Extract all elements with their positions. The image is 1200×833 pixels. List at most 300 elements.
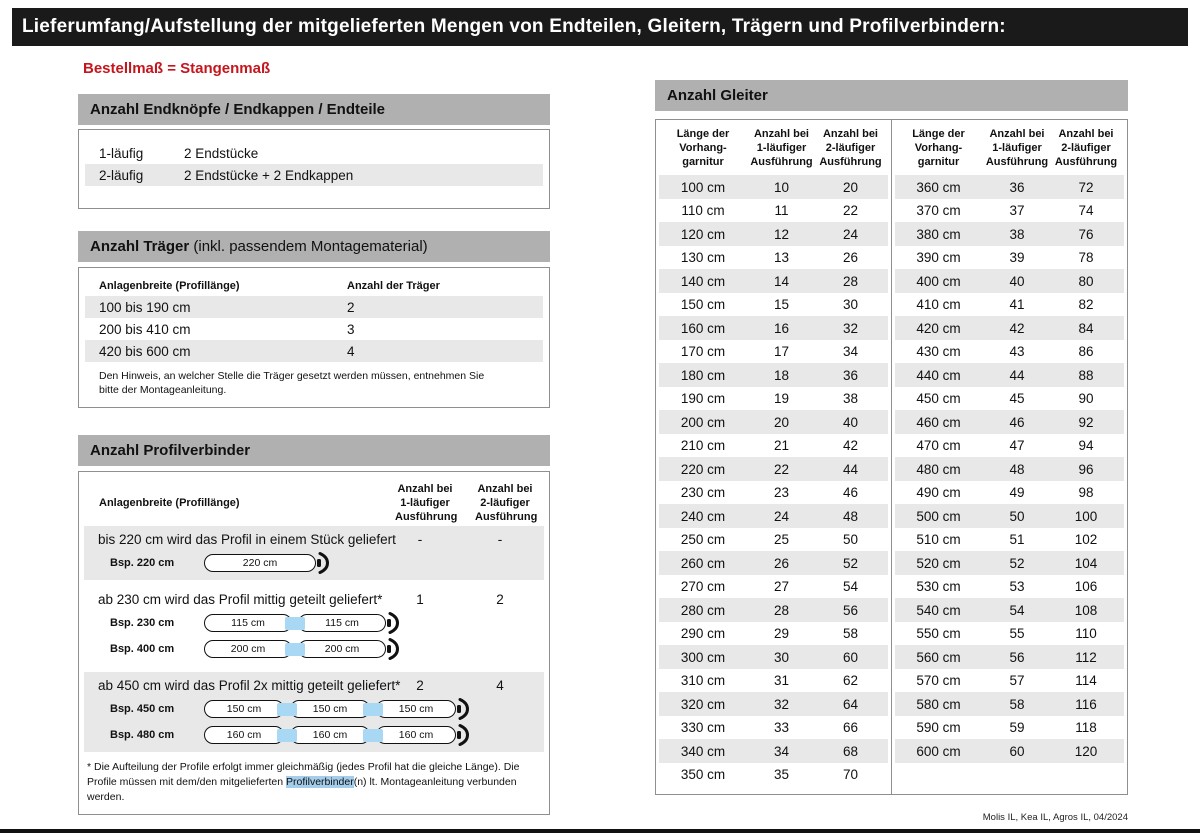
- cell-1laufig: 16: [773, 320, 790, 336]
- profile-rod: [204, 722, 472, 748]
- cell-length: 480 cm: [916, 461, 961, 477]
- gleiter-row: [659, 340, 888, 364]
- col-header-anlagenbreite: Anlagenbreite (Profillänge): [99, 497, 240, 510]
- cell-1laufig: 32: [773, 696, 790, 712]
- row-label: 1-läufig: [99, 145, 144, 161]
- cell-1laufig: 57: [1009, 673, 1025, 688]
- cell-1laufig: 26: [773, 555, 790, 571]
- cell-length: 500 cm: [916, 508, 961, 524]
- profilverbinder-footnote: * Die Aufteilung der Profile erfolgt immer gleichmäßig (jedes Profil hat die gleiche Länge). Die Profile müssen mit dem/den mitgelieferten Profilverbinder(n) lt. Montageanleitung verbunden werden.: [87, 761, 520, 803]
- profile-segment: 150 cm: [204, 700, 284, 718]
- cell-length: 470 cm: [916, 438, 961, 453]
- gleiter-row: [895, 293, 1125, 317]
- gleiter-row: [659, 528, 888, 552]
- cell-length: 510 cm: [916, 532, 961, 547]
- profile-connector-icon: [277, 703, 297, 716]
- profile-rod: [204, 696, 472, 722]
- cell-2laufig: 62: [842, 673, 859, 688]
- section-text: ab 450 cm wird das Profil 2x mittig geteilt geliefert*: [98, 678, 401, 694]
- cell-1laufig: 41: [1009, 297, 1025, 312]
- gleiter-row: [895, 551, 1125, 575]
- cell-1laufig: 54: [1009, 602, 1025, 618]
- cell-length: 310 cm: [680, 673, 726, 688]
- cell-2laufig: 66: [842, 720, 859, 735]
- cell-length: 450 cm: [916, 391, 961, 406]
- cell-length: 120 cm: [680, 226, 726, 242]
- profile-connector-icon: [285, 617, 305, 630]
- gleiter-row: [659, 598, 888, 622]
- cell-length: 530 cm: [916, 579, 961, 594]
- cell-2laufig: 68: [842, 743, 859, 759]
- cell-1laufig: 36: [1009, 179, 1025, 195]
- gleiter-row: [659, 669, 888, 693]
- gleiter-row: [659, 575, 888, 599]
- cell-1laufig: 18: [773, 367, 790, 383]
- cell-1laufig: 14: [773, 273, 790, 289]
- cell-2laufig: 46: [842, 485, 859, 500]
- gleiter-row: [659, 551, 888, 575]
- cell-1laufig: 42: [1009, 320, 1025, 336]
- cell-2laufig: 112: [1075, 649, 1097, 665]
- cell-length: 130 cm: [680, 250, 726, 265]
- cell-1laufig: 51: [1009, 532, 1025, 547]
- cell-length: 400 cm: [916, 273, 961, 289]
- cell-length: 260 cm: [680, 555, 726, 571]
- cell-2laufig: 50: [842, 532, 859, 547]
- gleiter-row: [659, 222, 888, 246]
- profil-section-ab-450: [84, 672, 544, 752]
- gleiter-row: [895, 222, 1125, 246]
- cell-1laufig: 38: [1009, 226, 1025, 242]
- col-header-length: Länge der Vorhang- garnitur: [676, 128, 730, 168]
- gleiter-row: [659, 293, 888, 317]
- cell-length: 440 cm: [916, 367, 961, 383]
- cell-2laufig: 72: [1078, 179, 1094, 195]
- traeger-row: [85, 296, 543, 318]
- cell-length: 580 cm: [916, 696, 961, 712]
- profile-end-icon: [457, 696, 472, 722]
- cell-length: 360 cm: [916, 179, 961, 195]
- gleiter-row: [895, 692, 1125, 716]
- cell-1laufig: 46: [1009, 414, 1025, 430]
- cell-2laufig: 98: [1078, 485, 1094, 500]
- cell-1laufig: 30: [773, 649, 790, 665]
- cell-1laufig: 15: [773, 297, 790, 312]
- row-value: 2 Endstücke + 2 Endkappen: [184, 167, 354, 183]
- cell-2laufig: 110: [1075, 626, 1097, 641]
- cell-1laufig: 17: [773, 344, 790, 359]
- cell-length: 420 cm: [916, 320, 961, 336]
- gleiter-row: [659, 457, 888, 481]
- gleiter-row: [659, 410, 888, 434]
- example-label: Bsp. 450 cm: [110, 703, 175, 716]
- profile-segment: 115 cm: [204, 614, 292, 632]
- cell-length: 300 cm: [680, 649, 726, 665]
- cell-2laufig: 36: [842, 367, 859, 383]
- cell-1laufig: 29: [773, 626, 790, 641]
- cell-length: 370 cm: [916, 203, 961, 218]
- cell-2laufig: 96: [1078, 461, 1094, 477]
- cell-length: 100 cm: [680, 179, 726, 195]
- cell-2laufig: 20: [842, 179, 859, 195]
- gleiter-row: [895, 481, 1125, 505]
- cell-1laufig: 53: [1009, 579, 1025, 594]
- cell-1laufig: 49: [1009, 485, 1025, 500]
- profile-example: [84, 724, 544, 746]
- cell-length: 430 cm: [916, 344, 961, 359]
- cell-1laufig: 45: [1009, 391, 1025, 406]
- cell-2laufig: 52: [842, 555, 859, 571]
- cell-2laufig: 60: [842, 649, 859, 665]
- value-2laufig: 2: [496, 592, 504, 608]
- example-label: Bsp. 220 cm: [110, 557, 175, 570]
- gleiter-row: [895, 363, 1125, 387]
- cell-2laufig: 108: [1074, 602, 1098, 618]
- cell-2laufig: 58: [842, 626, 859, 641]
- gleiter-row: [895, 504, 1125, 528]
- profile-end-icon: [387, 636, 402, 662]
- cell-2laufig: 114: [1075, 673, 1097, 688]
- profile-end-icon: [317, 550, 332, 576]
- cell-1laufig: 19: [773, 391, 790, 406]
- profile-connector-icon: [277, 729, 297, 742]
- value-1laufig: 2: [416, 678, 424, 694]
- profile-end-icon: [457, 722, 472, 748]
- cell-1laufig: 22: [773, 461, 790, 477]
- col-header-2laufig: Anzahl bei 2-läufiger Ausführung: [475, 483, 538, 523]
- col-header-anzahl-traeger: Anzahl der Träger: [347, 280, 440, 292]
- cell-length: 410 cm: [916, 297, 961, 312]
- example-label: Bsp. 400 cm: [110, 643, 175, 656]
- profile-rod: [204, 610, 402, 636]
- cell-length: 290 cm: [680, 626, 726, 641]
- profile-segment: 220 cm: [204, 554, 316, 572]
- cell-length: 220 cm: [680, 461, 726, 477]
- cell-1laufig: 43: [1009, 344, 1025, 359]
- col-header-1laufig: Anzahl bei 1-läufiger Ausführung: [395, 483, 458, 523]
- profile-example: [84, 698, 544, 720]
- section-text: ab 230 cm wird das Profil mittig geteilt geliefert*: [98, 592, 383, 608]
- cell-1laufig: 31: [773, 673, 790, 688]
- gleiter-row: [895, 410, 1125, 434]
- cell-length: 320 cm: [680, 696, 726, 712]
- profile-example: [84, 638, 544, 660]
- profile-connector-icon: [285, 643, 305, 656]
- row-range: 100 bis 190 cm: [99, 299, 191, 315]
- endteile-table: [78, 129, 550, 209]
- cell-1laufig: 21: [773, 438, 790, 453]
- gleiter-row: [659, 175, 888, 199]
- gleiter-table-right: [891, 120, 1128, 794]
- cell-1laufig: 37: [1009, 203, 1025, 218]
- gleiter-row: [659, 504, 888, 528]
- cell-2laufig: 106: [1074, 579, 1098, 594]
- gleiter-row: [659, 434, 888, 458]
- cell-length: 340 cm: [680, 743, 726, 759]
- cell-2laufig: 76: [1078, 226, 1094, 242]
- traeger-column-headers: [85, 276, 543, 296]
- cell-1laufig: 20: [773, 414, 790, 430]
- profile-rod: [204, 636, 402, 662]
- gleiter-row: [895, 716, 1125, 740]
- cell-length: 600 cm: [916, 743, 961, 759]
- profile-example: [84, 612, 544, 634]
- cell-length: 590 cm: [916, 720, 961, 735]
- gleiter-row: [895, 457, 1125, 481]
- row-range: 200 bis 410 cm: [99, 321, 191, 337]
- cell-length: 570 cm: [916, 673, 961, 688]
- cell-length: 270 cm: [680, 579, 726, 594]
- cell-length: 540 cm: [916, 602, 961, 618]
- gleiter-table: [655, 119, 1128, 795]
- col-header-2laufig: Anzahl bei 2-läufiger Ausführung: [819, 128, 882, 168]
- profil-section-ab-230: [84, 586, 544, 666]
- col-header-length: Länge der Vorhang- garnitur: [912, 128, 965, 168]
- cell-2laufig: 30: [842, 297, 859, 312]
- cell-2laufig: 34: [842, 344, 859, 359]
- profile-connector-icon: [363, 703, 383, 716]
- endteile-row: [85, 164, 543, 186]
- profilverbinder-table: [78, 471, 550, 815]
- cell-2laufig: 56: [842, 602, 859, 618]
- cell-1laufig: 52: [1009, 555, 1025, 571]
- cell-2laufig: 70: [842, 767, 859, 782]
- profile-segment: 200 cm: [298, 640, 386, 658]
- row-label: 2-läufig: [99, 167, 144, 183]
- cell-2laufig: 32: [842, 320, 859, 336]
- cell-1laufig: 48: [1009, 461, 1025, 477]
- gleiter-row: [895, 622, 1125, 646]
- gleiter-row: [895, 528, 1125, 552]
- gleiter-row: [659, 763, 888, 787]
- cell-1laufig: 50: [1009, 508, 1025, 524]
- gleiter-row: [895, 739, 1125, 763]
- value-2laufig: -: [497, 532, 503, 548]
- cell-2laufig: 42: [842, 438, 859, 453]
- cell-1laufig: 55: [1009, 626, 1025, 641]
- profile-segment: 115 cm: [298, 614, 386, 632]
- gleiter-row: [895, 575, 1125, 599]
- profile-segment: 160 cm: [204, 726, 284, 744]
- profil-section-bis-220: [84, 526, 544, 580]
- profile-connector-icon: [363, 729, 383, 742]
- gleiter-row: [659, 246, 888, 270]
- gleiter-row: [659, 622, 888, 646]
- cell-length: 240 cm: [680, 508, 726, 524]
- cell-length: 150 cm: [680, 297, 726, 312]
- profilverbinder-column-headers: [79, 480, 549, 526]
- cell-length: 380 cm: [916, 226, 961, 242]
- cell-2laufig: 104: [1074, 555, 1098, 571]
- cell-2laufig: 86: [1078, 344, 1094, 359]
- row-count: 4: [347, 343, 355, 359]
- example-label: Bsp. 480 cm: [110, 729, 175, 742]
- cell-length: 550 cm: [916, 626, 961, 641]
- cell-2laufig: 54: [842, 579, 859, 594]
- cell-1laufig: 40: [1009, 273, 1025, 289]
- cell-1laufig: 23: [773, 485, 790, 500]
- cell-length: 350 cm: [680, 767, 726, 782]
- row-range: 420 bis 600 cm: [99, 343, 191, 359]
- gleiter-column-headers: [895, 126, 1125, 175]
- row-count: 3: [347, 321, 355, 337]
- gleiter-row: [895, 340, 1125, 364]
- cell-1laufig: 34: [773, 743, 790, 759]
- gleiter-row: [895, 269, 1125, 293]
- cell-2laufig: 44: [842, 461, 859, 477]
- gleiter-row: [895, 199, 1125, 223]
- profile-segment: 150 cm: [290, 700, 370, 718]
- cell-1laufig: 11: [774, 203, 789, 218]
- row-value: 2 Endstücke: [184, 145, 259, 161]
- profilverbinder-header: Anzahl Profilverbinder: [78, 435, 550, 466]
- highlighted-term: Profilverbinder: [286, 776, 354, 789]
- cell-length: 180 cm: [680, 367, 726, 383]
- col-header-anlagenbreite: Anlagenbreite (Profillänge): [99, 280, 240, 292]
- cell-1laufig: 28: [773, 602, 790, 618]
- gleiter-header: Anzahl Gleiter: [655, 80, 1128, 111]
- cell-1laufig: 35: [773, 767, 790, 782]
- cell-2laufig: 100: [1074, 508, 1098, 524]
- cell-length: 160 cm: [680, 320, 726, 336]
- cell-2laufig: 24: [842, 226, 859, 242]
- value-1laufig: -: [417, 532, 423, 548]
- cell-1laufig: 60: [1009, 743, 1025, 759]
- gleiter-row: [659, 316, 888, 340]
- cell-1laufig: 13: [773, 250, 790, 265]
- title-bar: [12, 8, 1188, 46]
- endteile-header: Anzahl Endknöpfe / Endkappen / Endteile: [78, 94, 550, 125]
- cell-1laufig: 47: [1009, 438, 1025, 453]
- cell-2laufig: 28: [842, 273, 859, 289]
- cell-length: 460 cm: [916, 414, 961, 430]
- gleiter-row: [895, 645, 1125, 669]
- gleiter-row: [659, 363, 888, 387]
- page-title: Lieferumfang/Aufstellung der mitgelieferten Mengen von Endteilen, Gleitern, Trägern und Profilverbindern:: [22, 16, 1006, 37]
- gleiter-row: [659, 692, 888, 716]
- profile-rod: [204, 550, 332, 576]
- gleiter-row: [895, 387, 1125, 411]
- cell-2laufig: 88: [1078, 367, 1094, 383]
- gleiter-row: [659, 387, 888, 411]
- cell-1laufig: 10: [773, 179, 790, 195]
- cell-length: 140 cm: [680, 273, 726, 289]
- cell-2laufig: 120: [1074, 743, 1098, 759]
- cell-1laufig: 27: [773, 579, 790, 594]
- cell-2laufig: 94: [1078, 438, 1094, 453]
- cell-length: 190 cm: [680, 391, 726, 406]
- traeger-row: [85, 318, 543, 340]
- cell-length: 390 cm: [916, 250, 961, 265]
- cell-1laufig: 44: [1009, 367, 1025, 383]
- gleiter-row: [659, 481, 888, 505]
- cell-2laufig: 118: [1075, 720, 1097, 735]
- cell-2laufig: 64: [842, 696, 859, 712]
- gleiter-row: [895, 598, 1125, 622]
- right-column: [655, 80, 1128, 795]
- section-text: bis 220 cm wird das Profil in einem Stück geliefert: [98, 532, 396, 548]
- cell-1laufig: 33: [773, 720, 790, 735]
- col-header-1laufig: Anzahl bei 1-läufiger Ausführung: [985, 128, 1049, 168]
- gleiter-row: [895, 175, 1125, 199]
- gleiter-row: [659, 716, 888, 740]
- cell-2laufig: 84: [1078, 320, 1094, 336]
- gleiter-row: [659, 269, 888, 293]
- cell-2laufig: 116: [1075, 696, 1097, 712]
- cell-2laufig: 74: [1078, 203, 1094, 218]
- gleiter-row: [895, 246, 1125, 270]
- cell-length: 490 cm: [916, 485, 961, 500]
- profile-segment: 200 cm: [204, 640, 292, 658]
- cell-length: 170 cm: [680, 344, 726, 359]
- value-2laufig: 4: [496, 678, 504, 694]
- gleiter-row: [659, 199, 888, 223]
- cell-length: 210 cm: [680, 438, 726, 453]
- cell-2laufig: 40: [842, 414, 859, 430]
- profile-end-icon: [387, 610, 402, 636]
- col-header-1laufig: Anzahl bei 1-läufiger Ausführung: [750, 128, 813, 168]
- gleiter-table-left: [656, 120, 891, 794]
- cell-1laufig: 24: [773, 508, 790, 524]
- cell-2laufig: 38: [842, 391, 859, 406]
- cell-2laufig: 92: [1078, 414, 1094, 430]
- profile-segment: 160 cm: [376, 726, 456, 744]
- cell-1laufig: 58: [1009, 696, 1025, 712]
- cell-length: 250 cm: [680, 532, 726, 547]
- gleiter-row: [659, 645, 888, 669]
- example-label: Bsp. 230 cm: [110, 617, 175, 630]
- page-bottom-edge: [0, 829, 1200, 833]
- gleiter-column-headers: [659, 126, 888, 175]
- cell-2laufig: 90: [1078, 391, 1094, 406]
- cell-2laufig: 78: [1078, 250, 1094, 265]
- value-1laufig: 1: [416, 592, 424, 608]
- cell-length: 110 cm: [681, 203, 725, 218]
- col-header-2laufig: Anzahl bei 2-läufiger Ausführung: [1054, 128, 1118, 168]
- traeger-header: Anzahl Träger (inkl. passendem Montagematerial): [78, 231, 550, 262]
- cell-2laufig: 102: [1074, 532, 1098, 547]
- left-column: [78, 60, 550, 815]
- cell-2laufig: 22: [842, 203, 859, 218]
- cell-length: 560 cm: [916, 649, 961, 665]
- gleiter-row: [895, 669, 1125, 693]
- cell-length: 280 cm: [680, 602, 726, 618]
- cell-1laufig: 39: [1009, 250, 1025, 265]
- profile-segment: 160 cm: [290, 726, 370, 744]
- cell-length: 230 cm: [680, 485, 726, 500]
- traeger-note: Den Hinweis, an welcher Stelle die Träger gesetzt werden müssen, entnehmen Sie bitte der Montageanleitung.: [99, 370, 485, 397]
- cell-1laufig: 56: [1009, 649, 1025, 665]
- cell-1laufig: 12: [773, 226, 790, 242]
- cell-1laufig: 25: [773, 532, 790, 547]
- traeger-table: [78, 267, 550, 408]
- cell-length: 520 cm: [916, 555, 961, 571]
- cell-length: 330 cm: [680, 720, 726, 735]
- cell-1laufig: 59: [1009, 720, 1025, 735]
- gleiter-row: [659, 739, 888, 763]
- gleiter-row: [895, 316, 1125, 340]
- traeger-row: [85, 340, 543, 362]
- endteile-row: [85, 142, 543, 164]
- profile-segment: 150 cm: [376, 700, 456, 718]
- cell-2laufig: 26: [842, 250, 859, 265]
- row-count: 2: [347, 299, 355, 315]
- cell-2laufig: 80: [1078, 273, 1094, 289]
- profile-example: [84, 552, 544, 574]
- gleiter-row: [895, 434, 1125, 458]
- document-footer: Molis IL, Kea IL, Agros IL, 04/2024: [982, 812, 1128, 823]
- subtitle-bestellmass: Bestellmaß = Stangenmaß: [83, 60, 271, 77]
